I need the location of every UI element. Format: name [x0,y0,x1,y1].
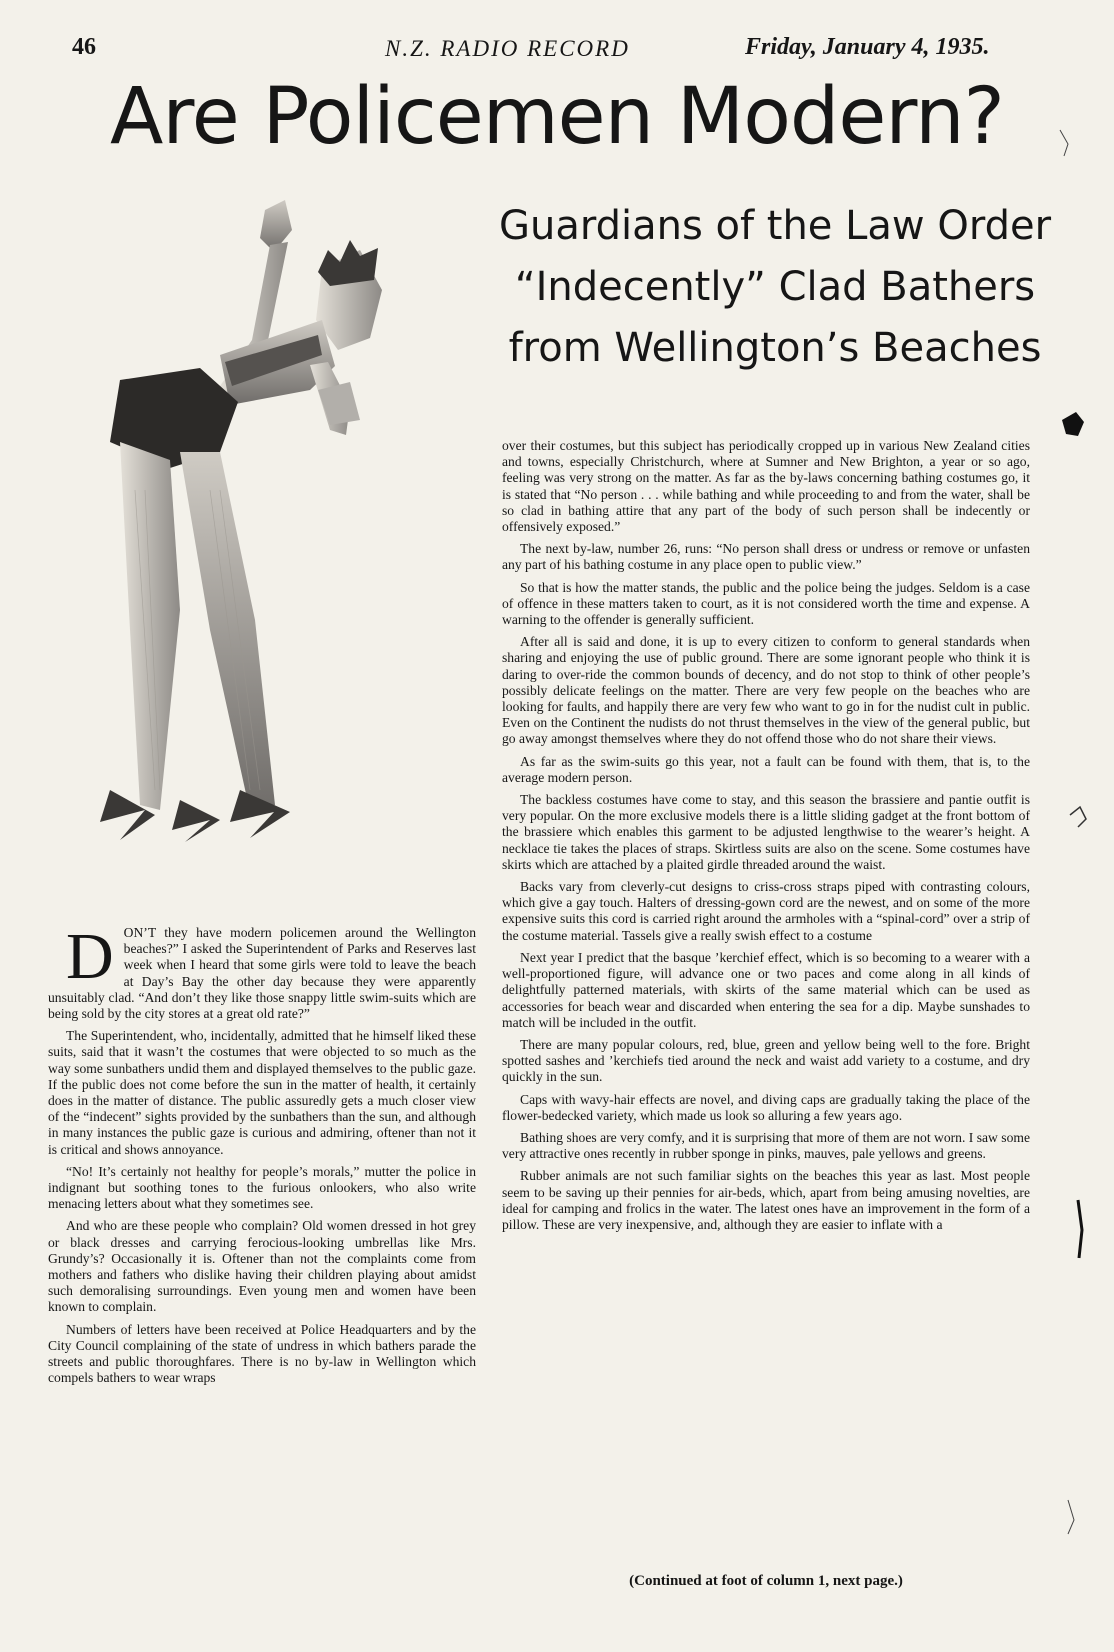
paragraph: There are many popular colours, red, blue, green and yellow being well to the fore. Bright spotted sashes and ’kerchiefs tied around the neck and waist add variety to a costume, and dry quickly in the sun. [502,1036,1030,1085]
paragraph: Bathing shoes are very comfy, and it is surprising that more of them are not worn. I saw some very attractive ones recently in rubber sponge in pinks, mauves, pale yellows and greens. [502,1129,1030,1162]
opening-paragraph-text: ON’T they have modern policemen around the Wellington beaches?” I asked the Superintendent of Parks and Reserves last week when I heard that some girls were told to leave the beach at Day’s Bay the other day because they were apparently unsuitably clad. “And don’t they like those snappy little swim-suits which are being sold by the city stores at a great old rate?” [48,925,476,1022]
right-column [502,438,1030,1239]
subheadline: Guardians of the Law Order “Indecently” Clad Bathers from Wellington’s Beaches [498,203,1052,371]
paragraph: The backless costumes have come to stay, and this season the brassiere and pantie outfit is very popular. On the more exclusive models there is a little sliding gadget at the front bottom of the brassiere which enables this garment to be adjusted lengthwise to the wearer’s height. A necklace tie takes the places of straps. Skirtless suits are also on the scene. Some costumes have skirts which are attached by a plaited girdle threaded around the waist. [502,792,1030,872]
left-leg [120,442,180,810]
paragraph: So that is how the matter stands, the public and the police being the judges. Seldom is a case of offence in these matters taken to court, as it is not considered worth the time and expense. A warning to the offender is generally sufficient. [502,579,1030,628]
paragraph: The next by-law, number 26, runs: “No person shall dress or undress or remove or unfasten any part of his bathing costume in any place open to public view.” [502,541,1030,573]
bather-illustration [60,190,480,910]
paragraph: Rubber animals are not such familiar sights on the beaches this year as last. Most people seem to be saving up their pennies for air-beds, which, apart from being amusing novelties, are ideal for camping and frolics in the water. The latest ones have an improvement in the form of a pillow. These are very inexpensive, and, although they are easier to inflate with a [502,1168,1030,1232]
paragraph: After all is said and done, it is up to every citizen to conform to general standards when sharing and enjoying the use of public ground. There are some ignorant people who think it is daring to over-ride the common bounds of decency, and do not stop to think of other people’s possibly delicate feelings on the matter. There are very few people on the beaches who are looking for faults, and happily there are very few who want to go in for the nudist cult in public. Even on the Continent the nudists do not thrust themselves in the view of the general public, but go away amongst themselves where they do not offend those who do not share their views. [502,634,1030,747]
continued-note: (Continued at foot of column 1, next page.) [629,1573,903,1589]
margin-scratch [1070,807,1086,827]
hair-crown [318,240,378,286]
margin-scratch [1078,1200,1082,1258]
publication-name: N.Z. RADIO RECORD [385,36,630,61]
paragraph: Next year I predict that the basque ’kerchief effect, which is so becoming to a wearer with a well-proportioned figure, will advance one or two paces and come along in all kinds of delightfully patterned materials, with skirts of the same material which can be used as accessories for beach wear and discarded when entering the sea for a dip. Maybe sunshades to match will be included in the outfit. [502,949,1030,1030]
page-number: 46 [72,34,96,60]
bent-hand [318,382,360,425]
page-header [0,30,1114,70]
margin-scratch [1068,1500,1074,1534]
right-leg [180,452,275,812]
center-bow [172,800,220,842]
paragraph: Numbers of letters have been received at Police Headquarters and by the City Council complaining of the state of undress in which bathers parade the streets and public thoroughfares. There is no by-law in Wellington which compels bathers to wear wraps [48,1321,476,1386]
opening-paragraph [48,920,476,1022]
paragraph: “No! It’s certainly not healthy for people’s morals,” mutter the police in indignant but soothing tones to the furious onlookers, who also write menacing letters about what they sometimes see. [48,1163,476,1212]
ink-blot [1062,412,1084,436]
drop-cap: D [66,920,114,993]
paragraph: And who are these people who complain? Old women dressed in hot grey or black dresses and carrying ferocious-looking umbrellas like Mrs. Grundy’s? Occasionally it is. Oftener than not the complaints come from mothers and fathers who dislike having their children playing about amidst such demoralising surroundings. Even young men and women have been known to complain. [48,1218,476,1315]
left-column [48,920,476,1392]
paragraph: Backs vary from cleverly-cut designs to criss-cross straps piped with contrasting colours, which give a gay touch. Halters of dressing-gown cord are the newest, and on some of the more expensive suits this cord is carried right around the armholes with a “spinal-cord” over a strip of the costume material. Tassels give a really swish effect to a costume [502,879,1030,943]
paragraph: As far as the swim-suits go this year, not a fault can be found with them, that is, to the average modern person. [502,753,1030,785]
paragraph: Caps with wavy-hair effects are novel, and diving caps are gradually taking the place of the flower-bedecked variety, which made us look so alluring a few years ago. [502,1091,1030,1123]
paragraph: The Superintendent, who, incidentally, admitted that he himself liked these suits, said that it wasn’t the costumes that were objected to so much as the way some sunbathers undid them and displayed themselves to the public gaze. If the public does not come before the sun in the matter of health, it certainly does in the matter of distance. The public assuredly gets a much closer view of the “indecent” sights provided by the sunbathers than the sun, and although in many instances the public gaze is curious and admiring, oftener than not it is critical and shows annoyance. [48,1028,476,1157]
paragraph: over their costumes, but this subject has periodically cropped up in various New Zealand cities and towns, especially Christchurch, where at Sumner and New Brighton, a year or so ago, feeling was very strong on the matter. As far as the by-laws concerning bathing costumes go, it is stated that “No person . . . while bathing and while proceeding to and from the water, shall be so clad in bathing attire that any part of the body of such person shall be indecently or offensively exposed.” [502,438,1030,535]
headline: Are Policemen Modern? [110,72,1004,162]
issue-date: Friday, January 4, 1935. [745,34,990,60]
